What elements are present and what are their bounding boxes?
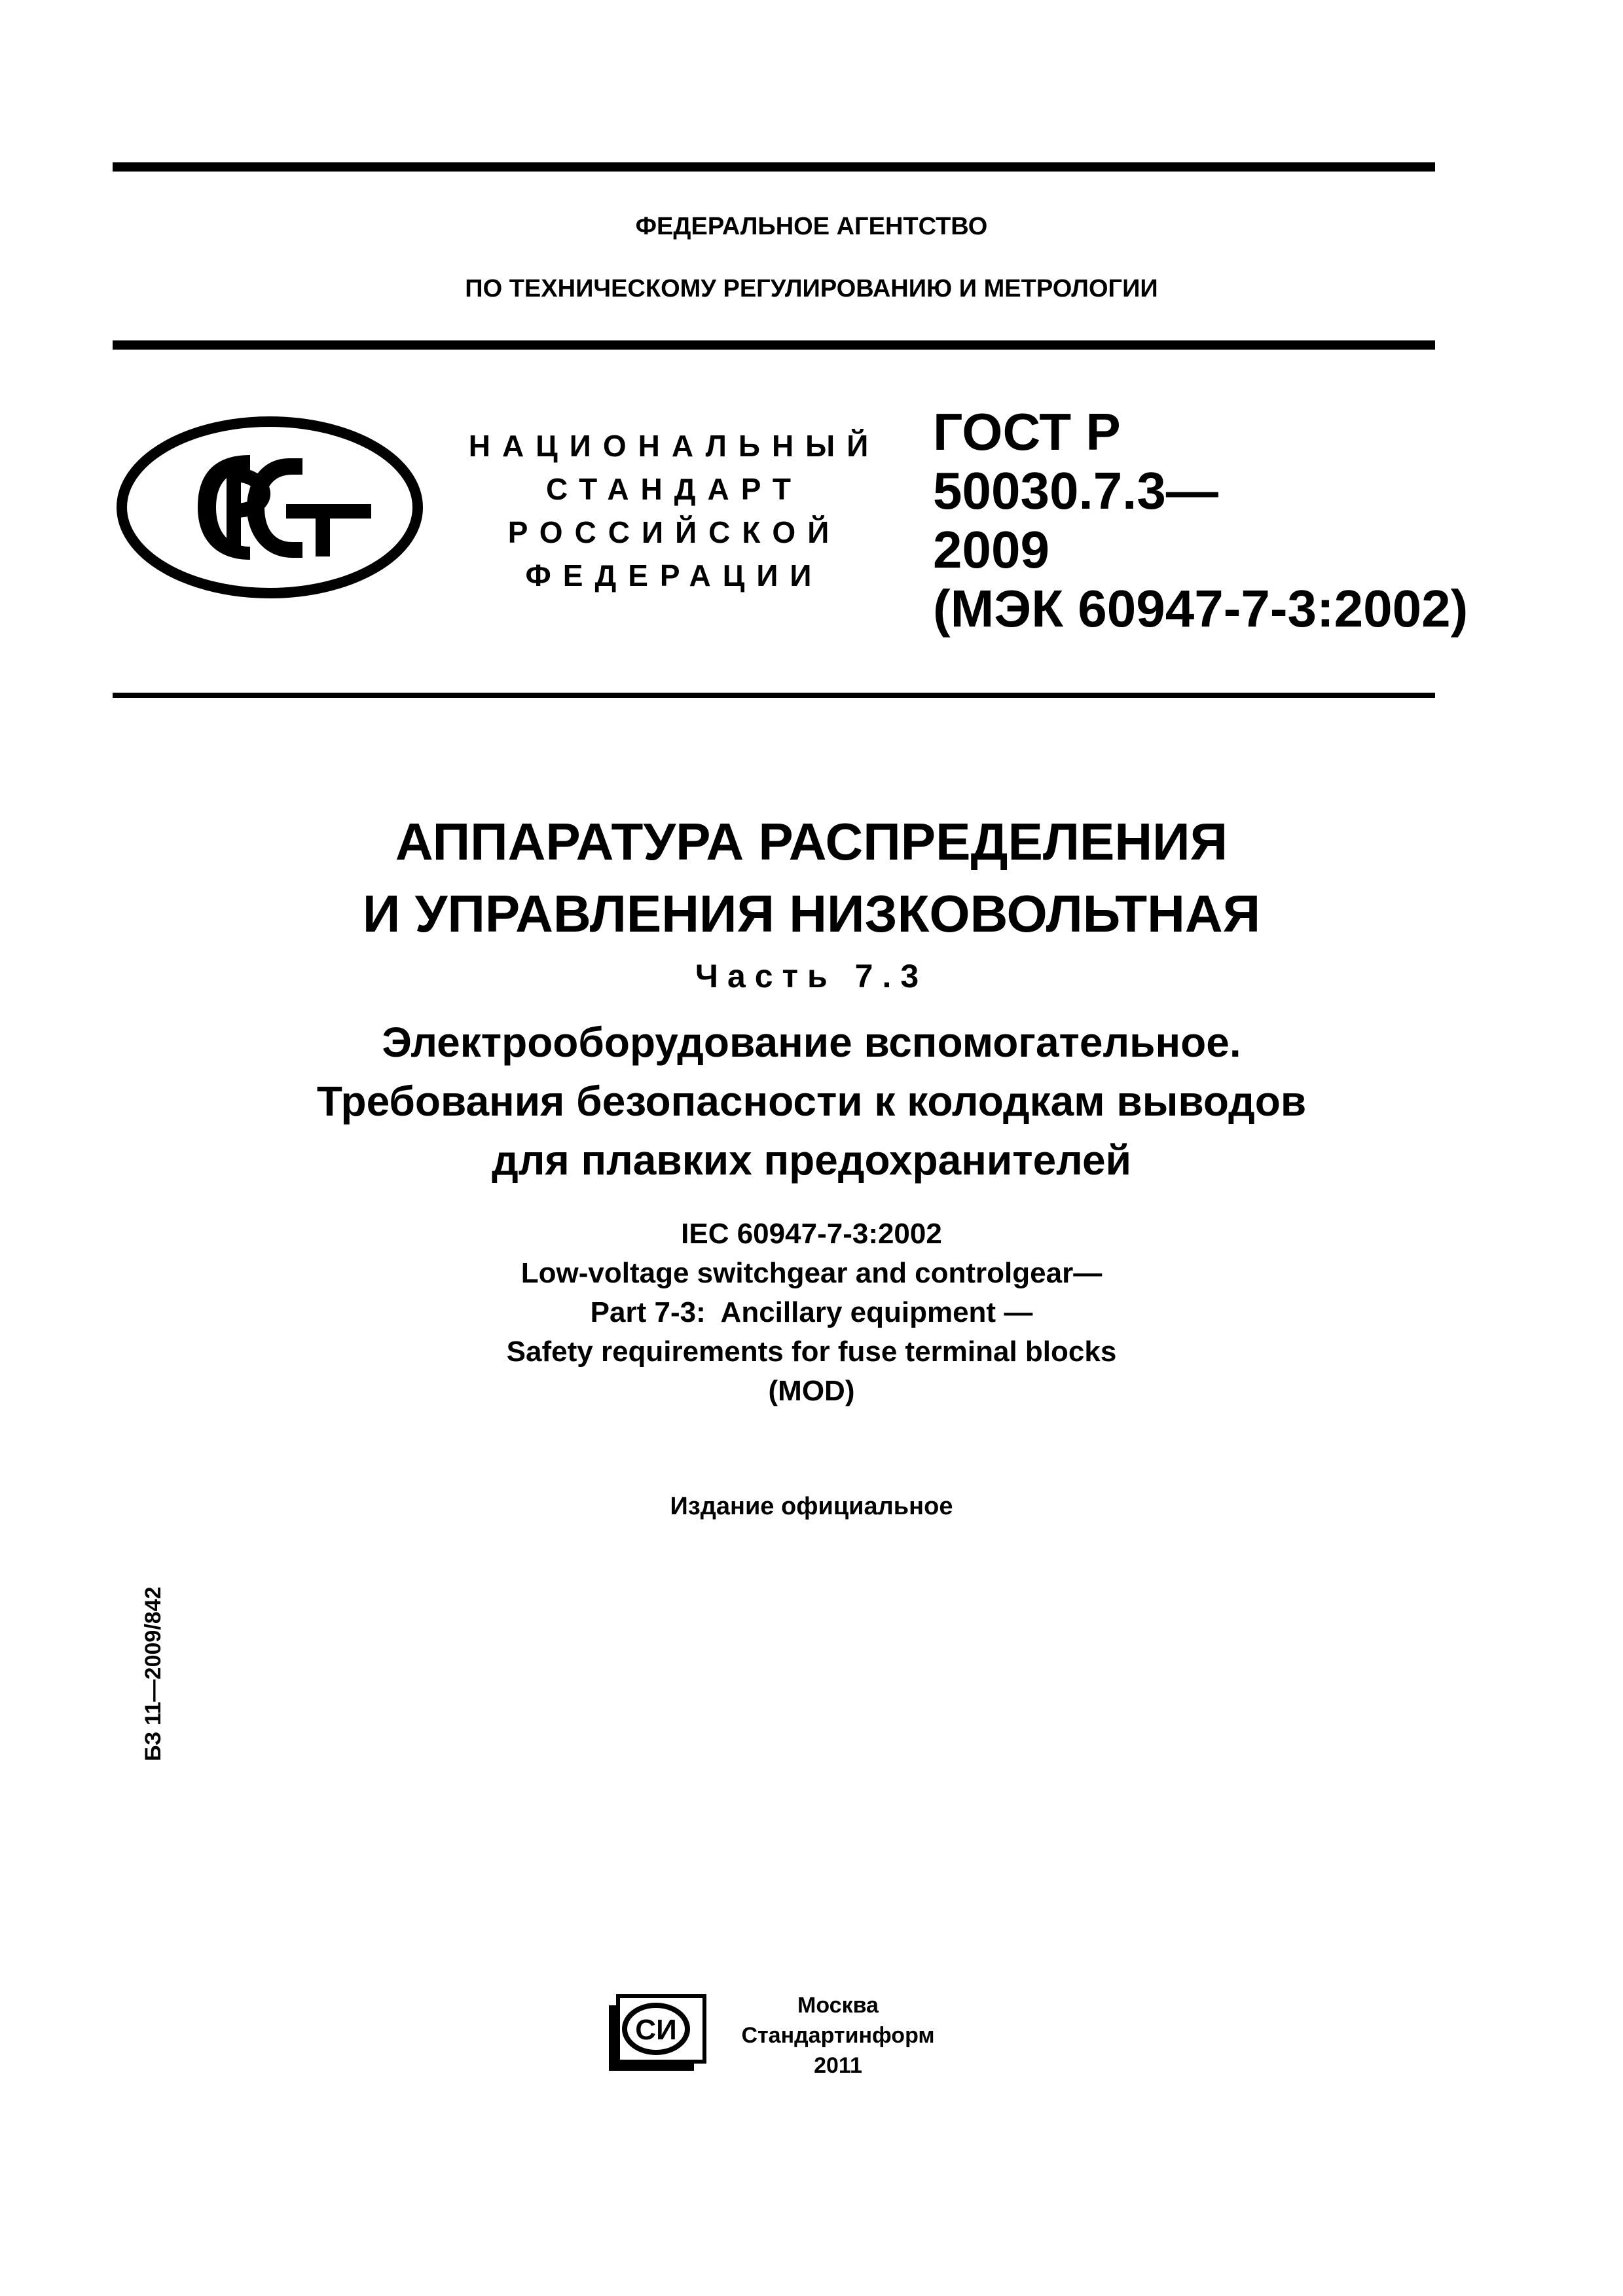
standard-type-line-2: СТАНДАРТ <box>546 472 803 506</box>
iec-line-1: IEC 60947-7-3:2002 <box>681 1218 942 1250</box>
title-line-2: И УПРАВЛЕНИЯ НИЗКОВОЛЬТНАЯ <box>362 884 1261 943</box>
iec-line-3: Part 7-3: Ancillary equipment — <box>590 1296 1033 1328</box>
publisher <box>707 1990 969 2081</box>
publisher-city: Москва <box>797 1993 879 2018</box>
edition-label: Издание официальное <box>670 1493 953 1520</box>
standartinform-logo-text: СИ <box>635 2014 677 2046</box>
standard-type <box>458 424 890 597</box>
iec-line-2: Low-voltage switchgear and controlgear— <box>520 1257 1103 1289</box>
title-line-1: АППАРАТУРА РАСПРЕДЕЛЕНИЯ <box>395 812 1228 871</box>
iec-line-5: (MOD) <box>768 1375 855 1407</box>
agency-line-2: ПО ТЕХНИЧЕСКОМУ РЕГУЛИРОВАНИЮ И МЕТРОЛОГИИ <box>465 275 1158 302</box>
side-code: БЗ 11—2009/842 <box>141 1586 166 1761</box>
part-label: Часть 7.3 <box>695 958 928 994</box>
designation-line-2: 50030.7.3— <box>933 462 1218 520</box>
designation <box>933 403 1468 638</box>
designation-line-1: ГОСТ Р <box>933 403 1121 461</box>
standard-type-line-3: РОССИЙСКОЙ <box>507 515 841 549</box>
rst-certification-logo <box>113 412 427 602</box>
designation-line-3: 2009 <box>933 520 1049 579</box>
standard-type-line-1: НАЦИОНАЛЬНЫЙ <box>468 429 881 463</box>
subtitle-line-3: для плавких предохранителей <box>492 1137 1131 1184</box>
agency-bottom-rule <box>113 340 1435 350</box>
iec-line-4: Safety requirements for fuse terminal blocks <box>506 1336 1117 1368</box>
top-rule <box>113 162 1435 172</box>
publisher-year: 2011 <box>814 2053 862 2078</box>
publisher-name: Стандартинформ <box>741 2023 935 2048</box>
subtitle-line-1: Электрооборудование вспомогательное. <box>382 1019 1241 1066</box>
standartinform-logo <box>609 1994 707 2072</box>
agency-line-1: ФЕДЕРАЛЬНОЕ АГЕНТСТВО <box>635 213 988 240</box>
header-bottom-rule <box>113 693 1435 698</box>
standard-type-line-4: ФЕДЕРАЦИИ <box>525 558 824 592</box>
designation-line-4: (МЭК 60947-7-3:2002) <box>933 579 1468 638</box>
subtitle-line-2: Требования безопасности к колодкам выводов <box>316 1078 1307 1125</box>
